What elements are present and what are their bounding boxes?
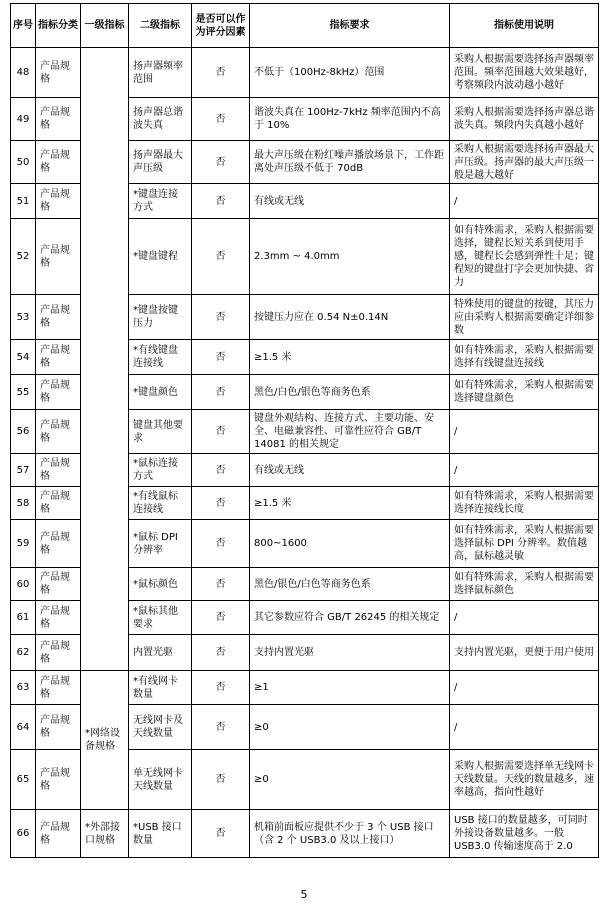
row-level2: 扬声器最大声压级 <box>129 141 192 184</box>
row-requirement: 按键压力应在 0.54 N±0.14N <box>250 295 450 340</box>
row-scoring: 否 <box>192 705 250 750</box>
row-usage: 如有特殊需求，采购人根据需要选择鼠标 DPI 分辨率。数值越高，鼠标越灵敏 <box>450 520 599 568</box>
row-usage: 支持内置光驱，更便于用户使用 <box>450 635 599 671</box>
row-level2: *键盘按键压力 <box>129 295 192 340</box>
row-usage: 如有特殊需求，采购人根据需要选择键盘颜色 <box>450 375 599 410</box>
row-level2: *有线鼠标连接线 <box>129 487 192 520</box>
row-scoring: 否 <box>192 601 250 635</box>
header-level2: 二级指标 <box>129 4 192 48</box>
row-usage: 如有特殊需求，采购人根据需要选择有线键盘连接线 <box>450 340 599 375</box>
row-category: 产品规格 <box>36 487 81 520</box>
row-seq: 57 <box>11 454 36 487</box>
row-requirement: 2.3mm ~ 4.0mm <box>250 219 450 295</box>
row-requirement: 键盘外观结构、连接方式、主要功能、安全、电磁兼容性、可靠性应符合 GB/T 14081 的相关规定 <box>250 410 450 454</box>
row-requirement: ≥1.5 米 <box>250 487 450 520</box>
row-requirement: 最大声压级在粉红噪声播放场景下，工作距离处声压级不低于 70dB <box>250 141 450 184</box>
row-seq: 52 <box>11 219 36 295</box>
row-requirement: 有线或无线 <box>250 184 450 219</box>
row-scoring: 否 <box>192 454 250 487</box>
row-level2: 无线网卡及天线数量 <box>129 705 192 750</box>
row-category: 产品规格 <box>36 750 81 810</box>
row-requirement: 支持内置光驱 <box>250 635 450 671</box>
row-requirement: 黑色/白色/银色等商务色系 <box>250 375 450 410</box>
row-usage: / <box>450 601 599 635</box>
row-seq: 54 <box>11 340 36 375</box>
row-level2: 扬声器总谐波失真 <box>129 98 192 141</box>
row-category: 产品规格 <box>36 568 81 601</box>
row-requirement: 其它参数应符合 GB/T 26245 的相关规定 <box>250 601 450 635</box>
row-requirement: ≥0 <box>250 750 450 810</box>
level1-empty-cell <box>81 48 129 671</box>
row-scoring: 否 <box>192 48 250 98</box>
row-scoring: 否 <box>192 520 250 568</box>
header-row <box>11 4 599 48</box>
row-seq: 63 <box>11 671 36 705</box>
row-usage: / <box>450 454 599 487</box>
row-seq: 58 <box>11 487 36 520</box>
page-number: 5 <box>300 888 308 901</box>
row-usage: USB 接口的数量越多，可同时外接设备数量越多。一般 USB3.0 传输速度高于 2.0 <box>450 810 599 858</box>
table-row <box>11 810 599 858</box>
row-category: 产品规格 <box>36 454 81 487</box>
spec-table <box>10 3 599 858</box>
row-category: 产品规格 <box>36 219 81 295</box>
row-scoring: 否 <box>192 219 250 295</box>
row-seq: 50 <box>11 141 36 184</box>
row-level2: 键盘其他要求 <box>129 410 192 454</box>
row-scoring: 否 <box>192 410 250 454</box>
row-category: 产品规格 <box>36 184 81 219</box>
row-seq: 56 <box>11 410 36 454</box>
row-scoring: 否 <box>192 568 250 601</box>
row-level2: *键盘颜色 <box>129 375 192 410</box>
row-seq: 62 <box>11 635 36 671</box>
row-usage: / <box>450 671 599 705</box>
row-requirement: ≥0 <box>250 705 450 750</box>
row-level2: 单无线网卡天线数量 <box>129 750 192 810</box>
row-seq: 59 <box>11 520 36 568</box>
row-seq: 64 <box>11 705 36 750</box>
row-level2: 扬声器频率范围 <box>129 48 192 98</box>
level1-network-group: *网络设备规格 <box>81 671 129 810</box>
row-usage: 采购人根据需要选择单无线网卡天线数量。天线的数量越多，速率越高，指向性越好 <box>450 750 599 810</box>
row-scoring: 否 <box>192 375 250 410</box>
row-seq: 60 <box>11 568 36 601</box>
header-seq: 序号 <box>11 4 36 48</box>
row-level2: *USB 接口数量 <box>129 810 192 858</box>
row-category: 产品规格 <box>36 671 81 705</box>
row-category: 产品规格 <box>36 635 81 671</box>
row-usage: 采购人根据需要选择扬声器频率范围。频率范围越大效果越好，考察频段内波动越小越好 <box>450 48 599 98</box>
row-requirement: 不低于（100Hz-8kHz）范围 <box>250 48 450 98</box>
row-scoring: 否 <box>192 141 250 184</box>
row-usage: 采购人根据需要选择扬声器总谐波失真。频段内失真越小越好 <box>450 98 599 141</box>
row-requirement: 黑色/银色/白色等商务色系 <box>250 568 450 601</box>
row-category: 产品规格 <box>36 295 81 340</box>
row-level2: *有线键盘连接线 <box>129 340 192 375</box>
row-level2: *有线网卡数量 <box>129 671 192 705</box>
row-requirement: ≥1 <box>250 671 450 705</box>
row-seq: 48 <box>11 48 36 98</box>
row-category: 产品规格 <box>36 48 81 98</box>
row-category: 产品规格 <box>36 410 81 454</box>
row-category: 产品规格 <box>36 810 81 858</box>
row-level2: *键盘连接方式 <box>129 184 192 219</box>
row-level2: *鼠标连接方式 <box>129 454 192 487</box>
row-level2: *鼠标其他要求 <box>129 601 192 635</box>
row-level2: *鼠标颜色 <box>129 568 192 601</box>
header-level1: 一级指标 <box>81 4 129 48</box>
row-seq: 66 <box>11 810 36 858</box>
header-requirement: 指标要求 <box>250 4 450 48</box>
row-scoring: 否 <box>192 295 250 340</box>
row-usage: 如有特殊需求，采购人根据需要选择鼠标颜色 <box>450 568 599 601</box>
row-seq: 51 <box>11 184 36 219</box>
header-category: 指标分类 <box>36 4 81 48</box>
row-category: 产品规格 <box>36 520 81 568</box>
row-usage: / <box>450 705 599 750</box>
row-usage: / <box>450 410 599 454</box>
row-seq: 49 <box>11 98 36 141</box>
row-seq: 55 <box>11 375 36 410</box>
row-usage: 采购人根据需要选择扬声器最大声压级。扬声器的最大声压级一般是越大越好 <box>450 141 599 184</box>
row-category: 产品规格 <box>36 98 81 141</box>
header-usage: 指标使用说明 <box>450 4 599 48</box>
row-level2: *鼠标 DPI 分辨率 <box>129 520 192 568</box>
row-requirement: 谐波失真在 100Hz-7kHz 频率范围内不高于 10% <box>250 98 450 141</box>
level1-external-group: *外部接口规格 <box>81 810 129 858</box>
row-seq: 61 <box>11 601 36 635</box>
table-row <box>11 48 599 98</box>
table-row <box>11 671 599 705</box>
row-requirement: 800~1600 <box>250 520 450 568</box>
row-category: 产品规格 <box>36 705 81 750</box>
row-requirement: ≥1.5 米 <box>250 340 450 375</box>
row-scoring: 否 <box>192 810 250 858</box>
row-scoring: 否 <box>192 750 250 810</box>
row-category: 产品规格 <box>36 141 81 184</box>
row-level2: 内置光驱 <box>129 635 192 671</box>
row-usage: 如有特殊需求，采购人根据需要选择，键程长短关系到使用手感，键程长会感到弹性十足；键程短的键盘打字会更加快捷、省力 <box>450 219 599 295</box>
header-scoring: 是否可以作为评分因素 <box>192 4 250 48</box>
row-category: 产品规格 <box>36 375 81 410</box>
row-requirement: 有线或无线 <box>250 454 450 487</box>
row-scoring: 否 <box>192 98 250 141</box>
row-level2: *键盘键程 <box>129 219 192 295</box>
row-seq: 53 <box>11 295 36 340</box>
row-scoring: 否 <box>192 340 250 375</box>
row-scoring: 否 <box>192 635 250 671</box>
row-category: 产品规格 <box>36 340 81 375</box>
row-scoring: 否 <box>192 487 250 520</box>
row-scoring: 否 <box>192 184 250 219</box>
row-usage: 如有特殊需求，采购人根据需要选择连接线长度 <box>450 487 599 520</box>
row-requirement: 机箱前面板应提供不少于 3 个 USB 接口（含 2 个 USB3.0 及以上接口） <box>250 810 450 858</box>
row-usage: 特殊使用的键盘的按键，其压力应由采购人根据需要确定详细参数 <box>450 295 599 340</box>
row-category: 产品规格 <box>36 601 81 635</box>
row-scoring: 否 <box>192 671 250 705</box>
row-seq: 65 <box>11 750 36 810</box>
row-usage: / <box>450 184 599 219</box>
